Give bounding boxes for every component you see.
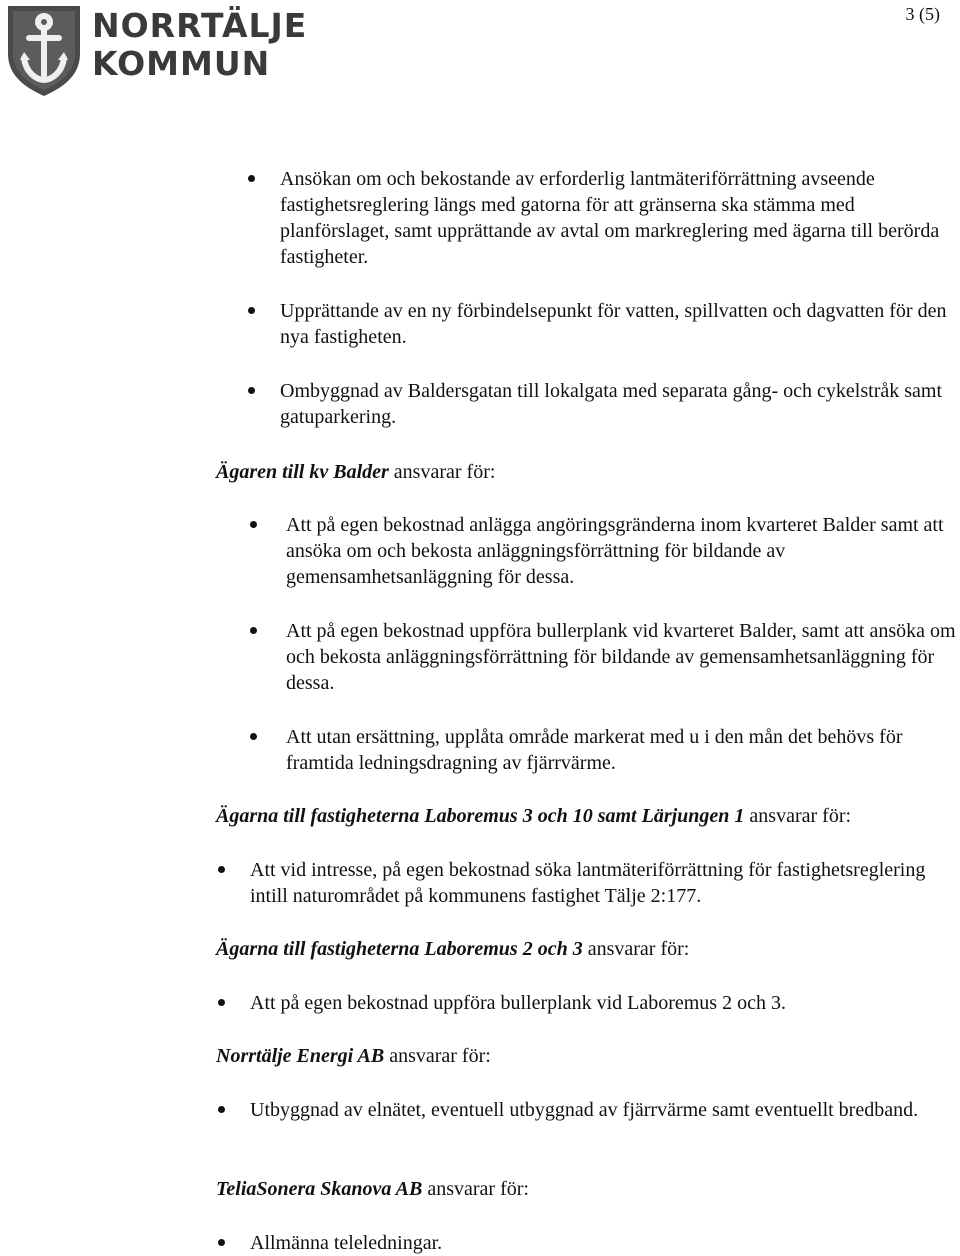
list-item: Att på egen bekostnad uppföra bullerplank vid Laboremus 2 och 3.	[250, 990, 958, 1016]
list-item: Att på egen bekostnad uppföra bullerplank vid kvarteret Balder, samt att ansöka om och bekosta anläggningsförrättning för bildande av gemensamhetsanläggning för dessa.	[286, 618, 958, 696]
section-heading	[216, 803, 851, 829]
section-heading	[216, 1176, 529, 1202]
responsibility-list	[250, 990, 958, 1016]
heading-suffix: ansvarar för:	[384, 1045, 491, 1067]
logo-text-line-1: NORRTÄLJE	[92, 6, 308, 45]
party-name: Norrtälje Energi AB	[216, 1045, 385, 1067]
logo-text-line-2: KOMMUN	[92, 44, 271, 83]
list-item: Upprättande av en ny förbindelsepunkt för vatten, spillvatten och dagvatten för den nya fastigheten.	[280, 298, 958, 350]
coat-of-arms-icon	[4, 2, 84, 98]
party-name: Ägarna till fastigheterna Laboremus 2 och 3	[216, 938, 583, 960]
list-item: Att vid intresse, på egen bekostnad söka lantmäteriförrättning för fastighetsreglering intill naturområdet på kommunens fastighet Tälje 2:177.	[250, 857, 958, 909]
list-item: Utbyggnad av elnätet, eventuell utbyggnad av fjärrvärme samt eventuellt bredband.	[250, 1097, 958, 1123]
heading-suffix: ansvarar för:	[422, 1178, 529, 1200]
heading-suffix: ansvarar för:	[582, 938, 690, 960]
responsibility-list	[250, 1097, 958, 1123]
heading-suffix: ansvarar för:	[388, 461, 496, 483]
list-item: Ombyggnad av Baldersgatan till lokalgata med separata gång- och cykelstråk samt gatuparkering.	[280, 378, 958, 430]
list-item: Ansökan om och bekostande av erforderlig lantmäteriförrättning avseende fastighetsreglering längs med gatorna för att gränserna ska stämma med planförslaget, samt upprättande av avtal om markreglering med ägarna till berörda fastigheter.	[280, 166, 958, 270]
municipality-logo	[4, 2, 308, 98]
heading-suffix: ansvarar för:	[744, 805, 852, 827]
responsibility-list	[286, 512, 958, 776]
list-item: Att på egen bekostnad anlägga angöringsgränderna inom kvarteret Balder samt att ansöka om och bekosta anläggningsförrättning för bildande av gemensamhetsanläggning för dessa.	[286, 512, 958, 590]
responsibility-list	[250, 857, 958, 909]
list-item: Att utan ersättning, upplåta område markerat med u i den mån det behövs för framtida ledningsdragning av fjärrvärme.	[286, 724, 958, 776]
page-number: 3 (5)	[905, 4, 940, 24]
party-name: Ägaren till kv Balder	[216, 461, 389, 483]
intro-list	[280, 166, 958, 430]
section-heading	[216, 1043, 491, 1069]
party-name: TeliaSonera Skanova AB	[216, 1178, 423, 1200]
section-heading	[216, 936, 689, 962]
list-item: Allmänna teleledningar.	[250, 1230, 958, 1256]
section-heading	[216, 459, 495, 485]
responsibility-list	[250, 1230, 958, 1256]
party-name: Ägarna till fastigheterna Laboremus 3 och 10 samt Lärjungen 1	[216, 805, 745, 827]
